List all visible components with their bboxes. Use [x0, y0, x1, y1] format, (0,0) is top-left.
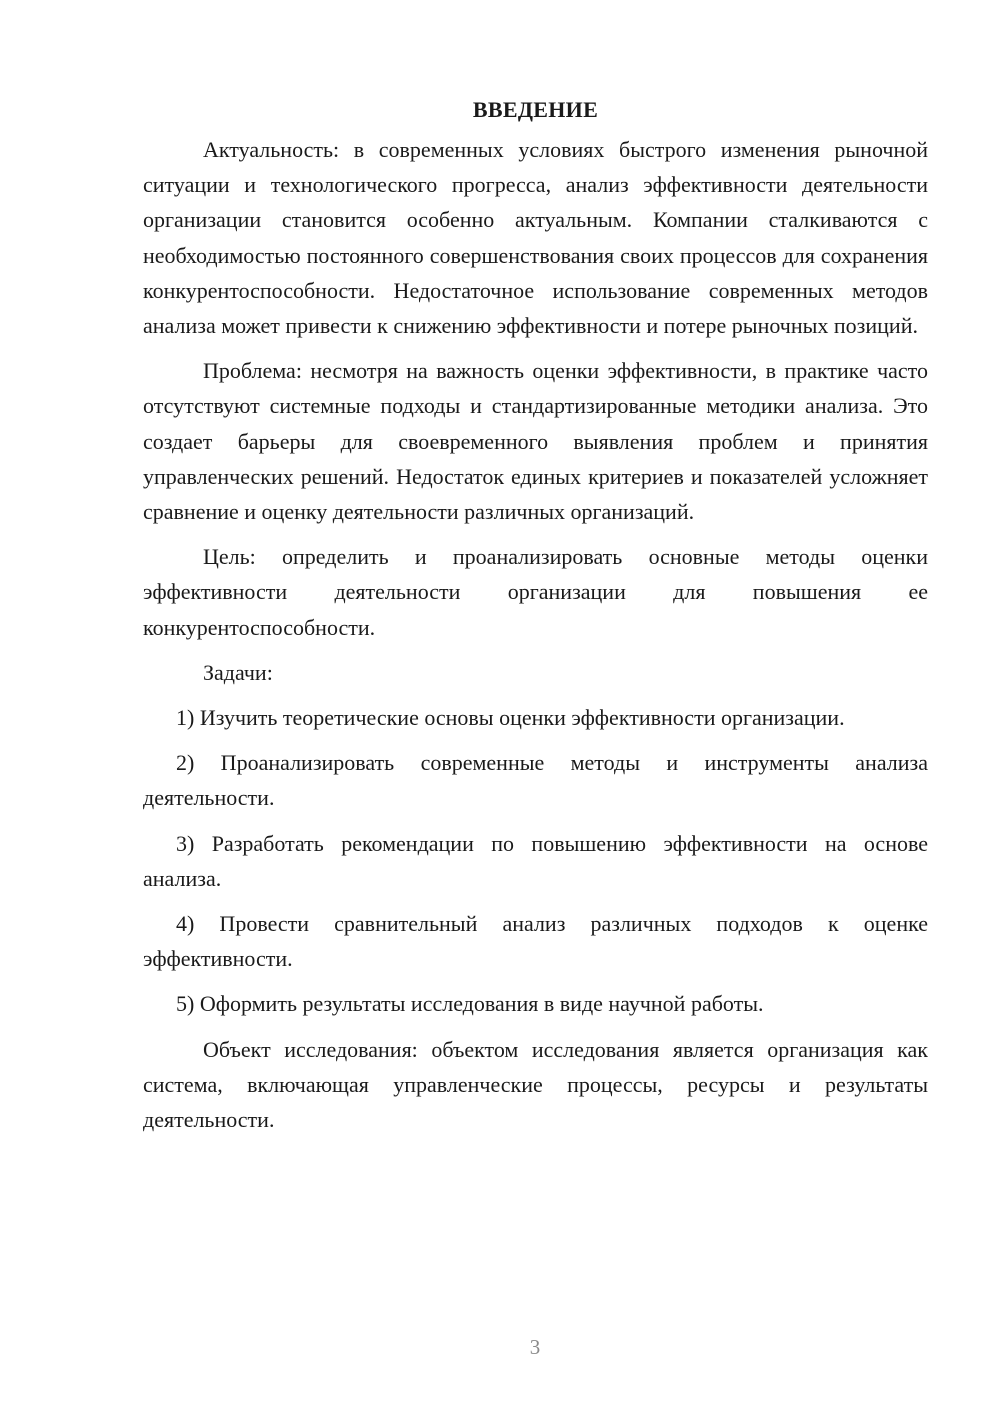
paragraph-relevance: Актуальность: в современных условиях быстрого изменения рыночной ситуации и технологического прогресса, анализ эффективности деятельности организации становится особенно актуальным. Компании сталкиваются с необходимостью постоянного совершенствования своих процессов для сохранения конкурентоспособности. Недостаточное использование современных методов анализа может привести к снижению эффективности и потере рыночных позиций. [143, 137, 928, 339]
page-title: ВВЕДЕНИЕ [472, 97, 599, 122]
document-page [143, 95, 928, 1147]
tasks-heading: Задачи: [203, 659, 273, 685]
task-item-4: 4) Провести сравнительный анализ различных подходов к оценке эффективности. [143, 911, 928, 972]
paragraph-problem: Проблема: несмотря на важность оценки эффективности, в практике часто отсутствуют системные подходы и стандартизированные методики анализа. Это создает барьеры для своевременного выявления проблем и принятия управленческих решений. Недостаток единых критериев и показателей усложняет сравнение и оценку деятельности различных организаций. [143, 358, 928, 525]
paragraph-object: Объект исследования: объектом исследования является организация как система, включающая управленческие процессы, ресурсы и результаты деятельности. [143, 1036, 928, 1133]
paragraph-goal: Цель: определить и проанализировать основные методы оценки эффективности деятельности организации для повышения ее конкурентоспособности. [143, 544, 928, 640]
task-item-3: 3) Разработать рекомендации по повышению эффективности на основе анализа. [143, 830, 928, 891]
task-item-1: 1) Изучить теоретические основы оценки эффективности организации. [176, 705, 845, 731]
page-number: 3 [529, 1335, 541, 1359]
task-item-2: 2) Проанализировать современные методы и инструменты анализа деятельности. [143, 750, 928, 811]
task-item-5: 5) Оформить результаты исследования в виде научной работы. [176, 991, 764, 1017]
